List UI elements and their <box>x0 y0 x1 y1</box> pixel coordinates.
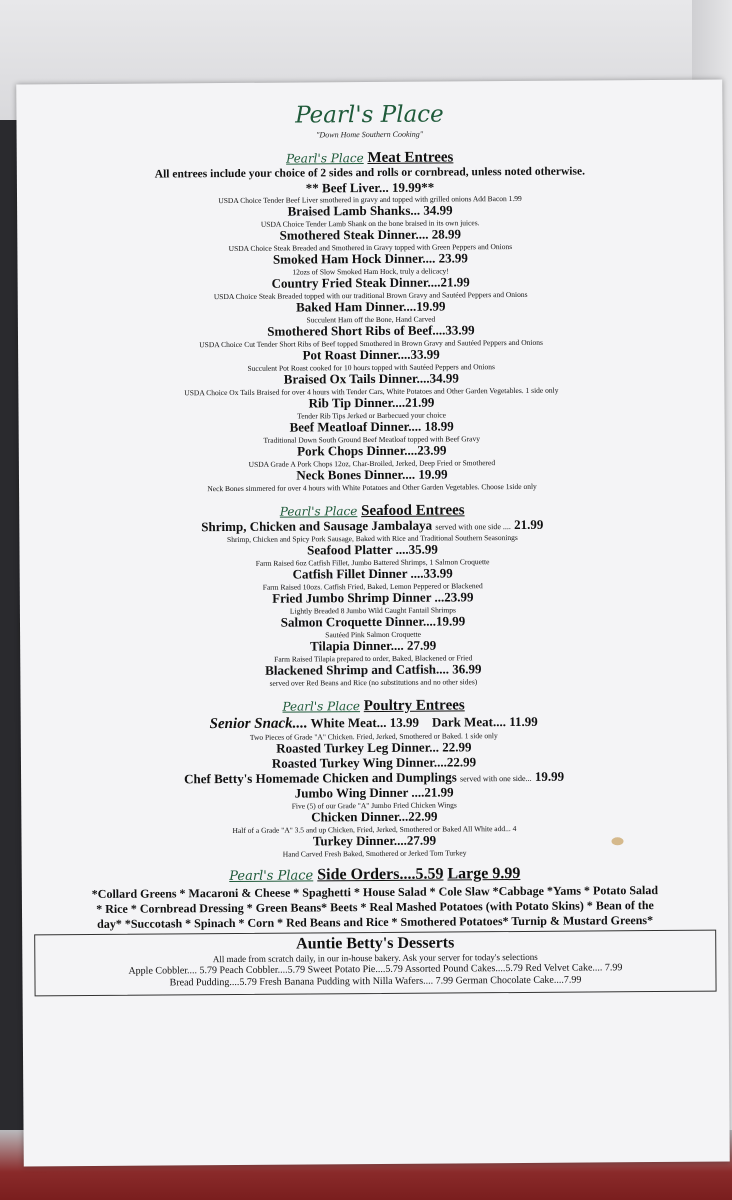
dumplings-note: served with one side... <box>459 773 532 784</box>
menu-item-desc: USDA Choice Ox Tails Braised for over 4 hours with Tender Cars, White Potatoes and Other Garden Vegetables. 1 side only <box>184 385 559 398</box>
poultry-heading: Poultry Entrees <box>363 697 465 715</box>
desserts-note: All made from scratch daily, in our in-house bakery. Ask your server for today's selections <box>212 951 538 964</box>
menu-item-desc: Traditional Down South Ground Beef Meatloaf topped with Beef Gravy <box>263 434 481 445</box>
menu-item-name: Catfish Fillet Dinner ....33.99 <box>292 565 453 582</box>
turkey-wing-item: Roasted Turkey Wing Dinner....22.99 <box>271 754 477 771</box>
seafood-list <box>19 541 726 690</box>
menu-item-name: Smothered Short Ribs of Beef....33.99 <box>267 322 475 339</box>
sides-heading: Side Orders....5.59 <box>317 865 444 884</box>
jambalaya-desc: Shrimp, Chicken and Spicy Pork Sausage, Baked with Rice and Traditional Southern Seasonings <box>226 533 518 545</box>
menu-item-name: Country Fried Steak Dinner....21.99 <box>271 274 470 291</box>
menu-item-name: ** Beef Liver... 19.99** <box>305 179 435 196</box>
menu-item-desc: USDA Choice Tender Lamb Shank on the bone braised in its own juices. <box>260 218 480 230</box>
sides-large-price: Large 9.99 <box>447 864 521 883</box>
food-stain <box>612 837 624 845</box>
menu-item-desc: Farm Raised 10ozs. Catfish Fried, Baked, Lemon Peppered or Blackened <box>262 581 483 593</box>
menu-item-name: Pot Roast Dinner....33.99 <box>302 346 440 363</box>
menu-item-name: Salmon Croquette Dinner....19.99 <box>280 613 466 630</box>
desserts-line: Apple Cobbler.... 5.79 Peach Cobbler....5.79 Sweet Potato Pie....5.79 Assorted Pound Cakes....5.79 Red Velvet Cake.... 7.99 <box>128 961 623 977</box>
sides-line: *Collard Greens * Macaroni & Cheese * Spaghetti * House Salad * Cole Slaw *Cabbage *Yams * Potato Salad <box>91 883 659 902</box>
jambalaya-name: Shrimp, Chicken and Sausage Jambalaya <box>201 518 433 535</box>
poultry-brand: Pearl's Place <box>282 699 361 714</box>
menu-item-name: Pork Chops Dinner....23.99 <box>297 442 447 459</box>
menu-item-desc: Neck Bones simmered for over 4 hours with White Potatoes and Other Garden Vegetables. Choose 1side only <box>207 481 537 493</box>
menu-item-name: Neck Bones Dinner.... 19.99 <box>296 466 448 483</box>
menu-item-desc: Five (5) of our Grade "A" Jumbo Fried Chicken Wings <box>291 800 457 811</box>
menu-item-name: Turkey Dinner....27.99 <box>312 832 437 849</box>
seafood-heading: Seafood Entrees <box>361 502 465 519</box>
desserts-heading: Auntie Betty's Desserts <box>296 934 455 953</box>
sides-line: * Rice * Cornbread Dressing * Green Beans* Beets * Real Mashed Potatoes (with Potato Skins) * Bean of the <box>96 898 654 917</box>
menu-item-desc: Half of a Grade "A" 3.5 and up Chicken, Fried, Jerked, Smothered or Baked All White add... 4 <box>232 823 517 835</box>
menu-item-desc: served over Red Beans and Rice (no substitutions and no other sides) <box>269 677 478 688</box>
jambalaya-note: served with one side .... <box>435 522 511 533</box>
menu-item-name: Rib Tip Dinner....21.99 <box>308 394 435 411</box>
menu-item-name: Jumbo Wing Dinner ....21.99 <box>294 784 454 801</box>
dumplings-price: 19.99 <box>534 768 565 784</box>
menu-item-name: Baked Ham Dinner....19.99 <box>296 298 446 315</box>
menu-item-name: Chicken Dinner...22.99 <box>311 808 438 825</box>
sides-brand: Pearl's Place <box>229 868 314 884</box>
menu-item-desc: Tender Rib Tips Jerked or Barbecued your choice <box>297 410 446 421</box>
seafood-brand: Pearl's Place <box>279 503 358 519</box>
menu-item-desc: USDA Grade A Pork Chops 12oz, Char-Broiled, Jerked, Deep Fried or Smothered <box>248 457 496 469</box>
menu-item-name: Fried Jumbo Shrimp Dinner ...23.99 <box>272 589 474 606</box>
senior-dark-price: Dark Meat.... 11.99 <box>431 713 538 730</box>
menu-item-name: Beef Meatloaf Dinner.... 18.99 <box>289 418 454 435</box>
restaurant-tagline: "Down Home Southern Cooking" <box>316 129 424 140</box>
meat-heading: Meat Entrees <box>367 149 454 167</box>
poultry-list <box>21 783 727 860</box>
desserts-box <box>34 930 716 996</box>
meat-intro: All entrees include your choice of 2 sides and rolls or cornbread, unless noted otherwise. <box>154 165 585 181</box>
menu-item-name: Smothered Steak Dinner.... 28.99 <box>279 226 461 244</box>
menu-page <box>16 80 730 1167</box>
meat-list <box>17 178 725 494</box>
menu-item-desc: USDA Choice Steak Breaded topped with our traditional Brown Gravy and Sautéed Peppers and Onions <box>213 290 528 302</box>
menu-item-desc: Sautéed Pink Salmon Croquette <box>325 629 421 640</box>
menu-item-name: Seafood Platter ....35.99 <box>307 541 438 558</box>
senior-snack-desc: Two Pieces of Grade "A" Chicken. Fried, Jerked, Smothered or Baked. 1 side only <box>249 731 498 742</box>
menu-item-desc: USDA Choice Tender Beef Liver smothered in gravy and topped with grilled onions Add Bacon 1.99 <box>218 194 522 206</box>
menu-item-desc: USDA Choice Steak Breaded and Smothered in Gravy topped with Green Peppers and Onions <box>228 242 513 254</box>
menu-item-name: Smoked Ham Hock Dinner.... 23.99 <box>272 250 468 268</box>
menu-item-desc: Lightly Breaded 8 Jumbo Wild Caught Fantail Shrimps <box>289 605 456 616</box>
menu-item-name: Braised Lamb Shanks... 34.99 <box>287 202 453 220</box>
menu-item-desc: Hand Carved Fresh Baked, Smothered or Jerked Tom Turkey <box>282 848 467 859</box>
dumplings-name: Chef Betty's Homemade Chicken and Dumplings <box>184 769 457 787</box>
menu-item-desc: 12ozs of Slow Smoked Ham Hock, truly a delicacy! <box>292 266 449 277</box>
menu-item-desc: USDA Choice Cut Tender Short Ribs of Beef topped Smothered in Brown Gravy and Sautéed Peppers and Onions <box>199 337 543 350</box>
meat-brand: Pearl's Place <box>286 151 364 166</box>
menu-item-desc: Farm Raised 6oz Catfish Fillet, Jumbo Battered Shrimps, 1 Salmon Croquette <box>255 557 490 569</box>
menu-item-name: Blackened Shrimp and Catfish.... 36.99 <box>265 661 482 678</box>
menu-item-desc: Succulent Ham off the Bone, Hand Carved <box>306 314 436 325</box>
menu-item-desc: Succulent Pot Roast cooked for 10 hours topped with Sautéed Peppers and Onions <box>247 362 495 373</box>
senior-white-price: White Meat... 13.99 <box>310 714 419 731</box>
restaurant-title: Pearl's Place <box>295 101 444 129</box>
sides-list <box>22 881 728 933</box>
desserts-line: Bread Pudding....5.79 Fresh Banana Pudding with Nilla Wafers.... 7.99 German Chocolate Cake....7.99 <box>169 974 582 989</box>
sides-line: day* *Succotash * Spinach * Corn * Red Beans and Rice * Smothered Potatoes* Turnip & Mustard Greens* <box>97 913 654 932</box>
jambalaya-price: 21.99 <box>514 517 544 533</box>
senior-snack-label: Senior Snack.... <box>209 715 308 732</box>
menu-item-name: Tilapia Dinner.... 27.99 <box>310 637 437 654</box>
menu-item-desc: Farm Raised Tilapia prepared to order, Baked, Blackened or Fried <box>274 653 473 664</box>
menu-item-name: Braised Ox Tails Dinner....34.99 <box>283 370 459 387</box>
turkey-leg-item: Roasted Turkey Leg Dinner... 22.99 <box>276 739 472 756</box>
